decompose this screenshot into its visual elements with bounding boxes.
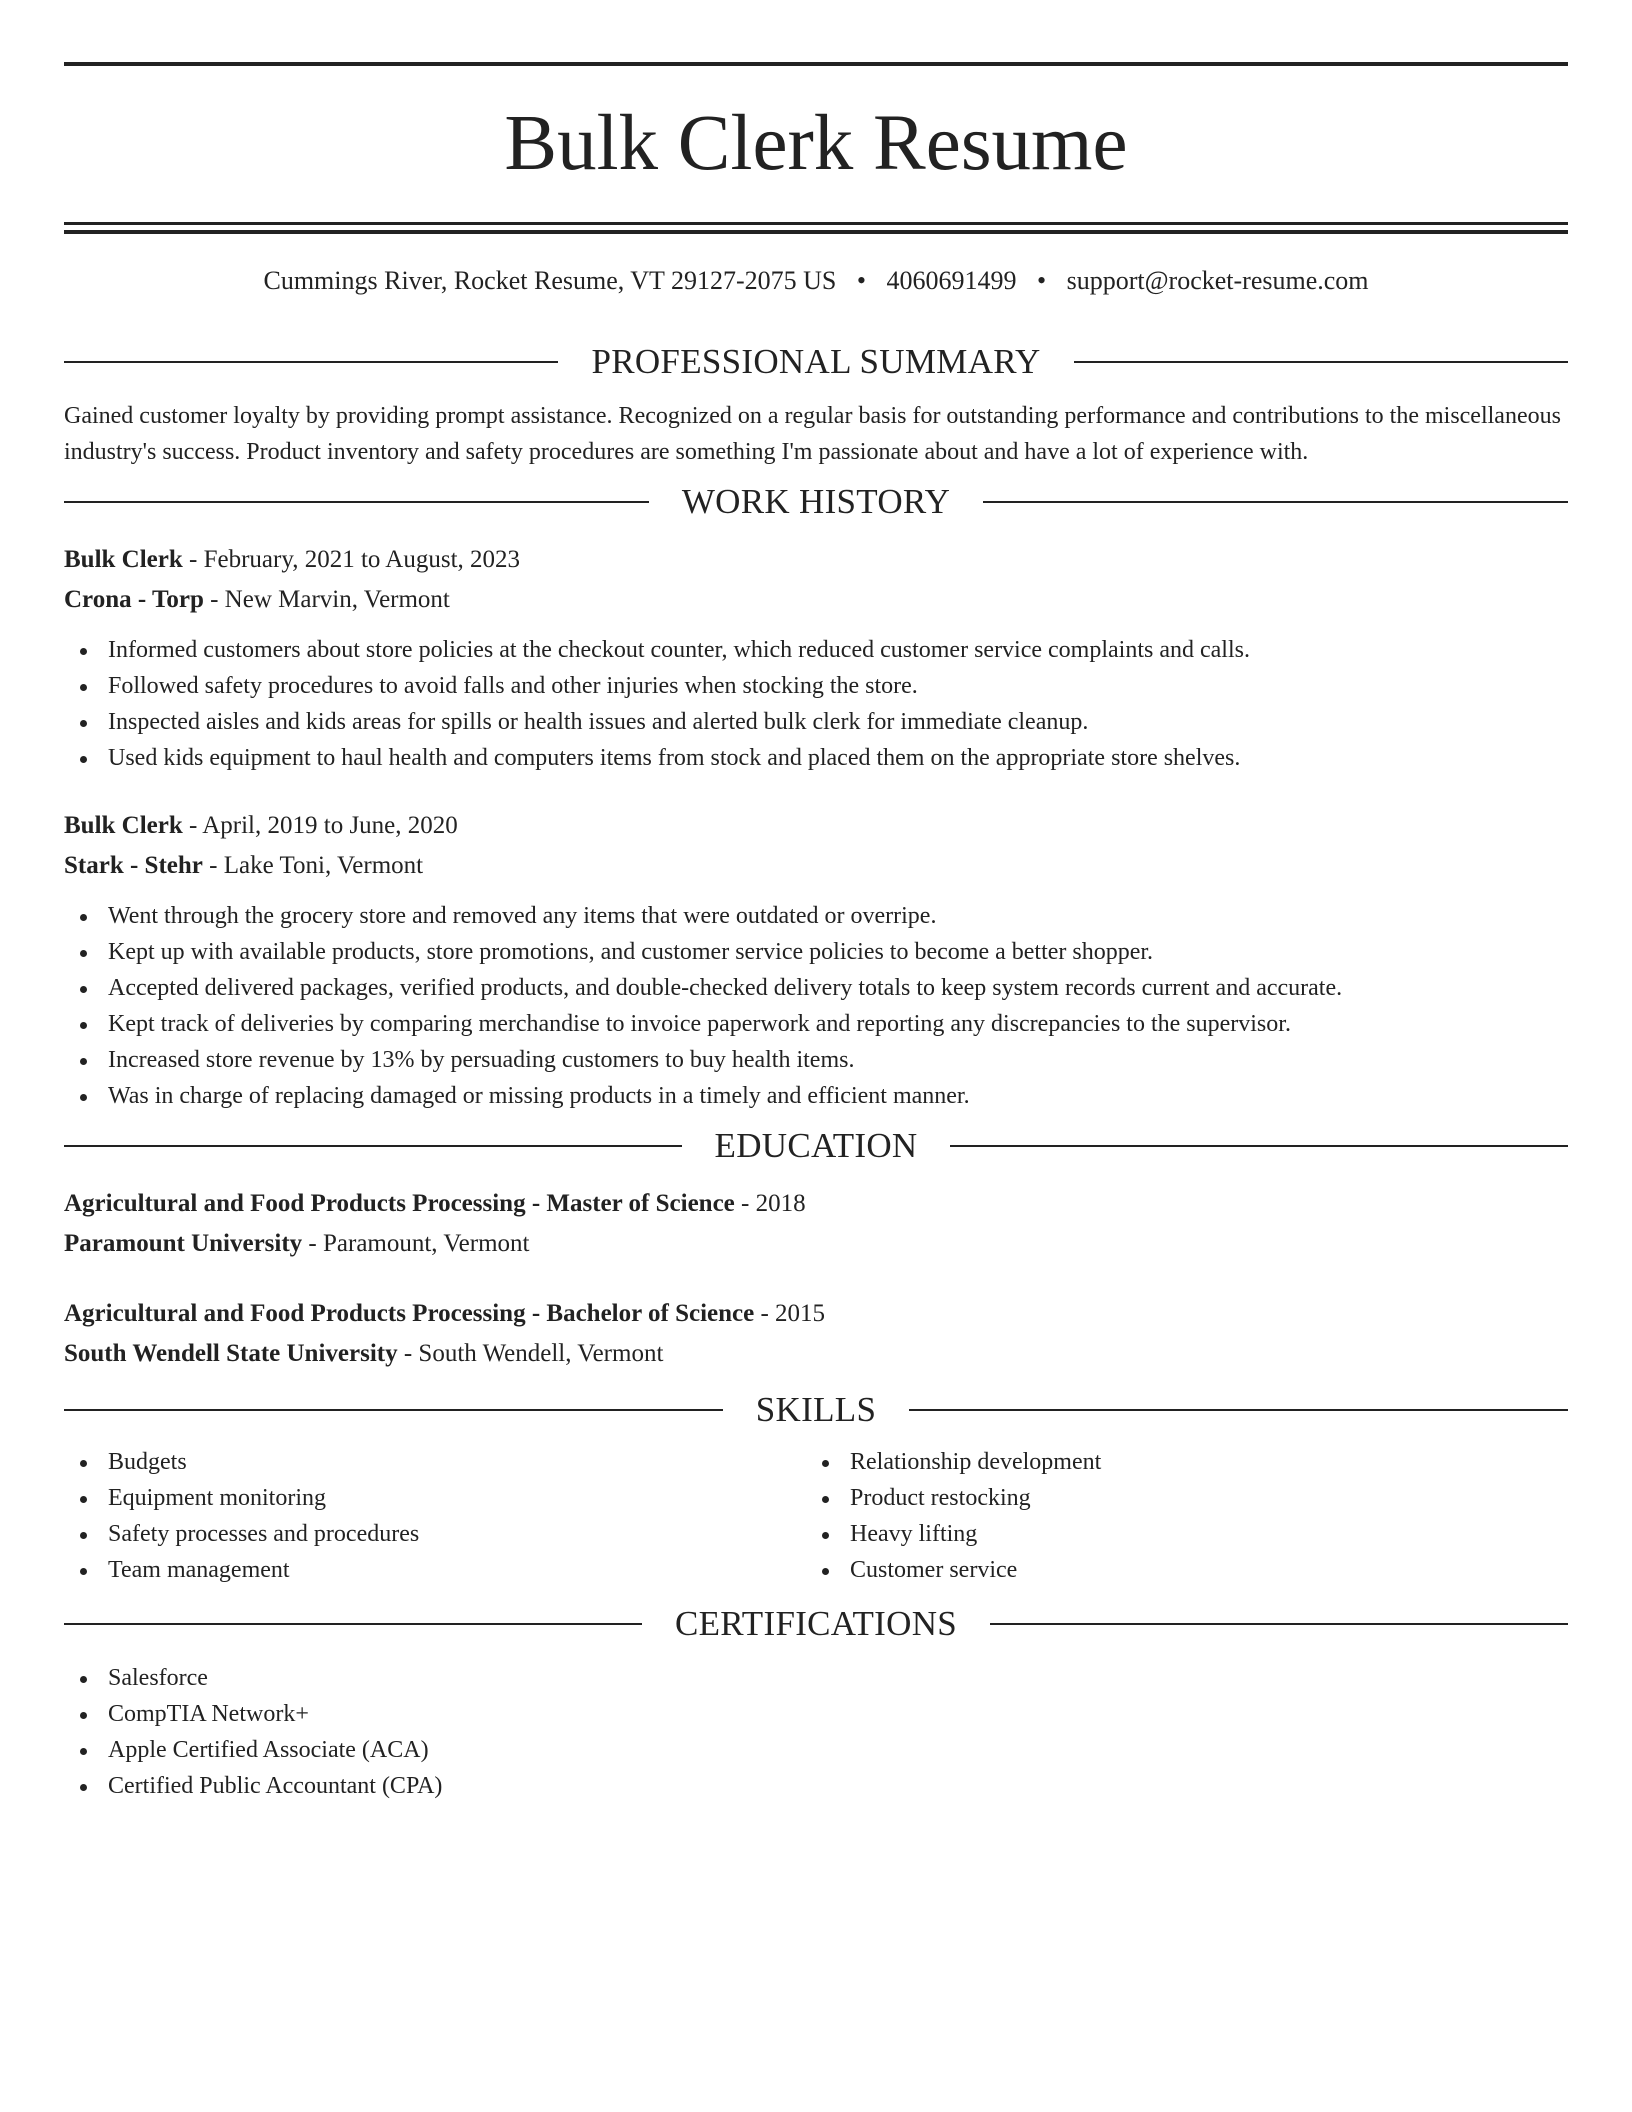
- contact-email: support@rocket-resume.com: [1066, 266, 1369, 295]
- contact-phone: 4060691499: [886, 266, 1017, 295]
- job-dates: - February, 2021 to August, 2023: [182, 546, 521, 573]
- section-title: EDUCATION: [714, 1126, 918, 1165]
- job-title: Bulk Clerk: [64, 546, 183, 573]
- list-item: Equipment monitoring: [64, 1480, 806, 1516]
- list-item: Customer service: [806, 1552, 1548, 1588]
- education-location: - Paramount, Vermont: [302, 1230, 530, 1257]
- section-heading-skills: [64, 1388, 1568, 1432]
- education-school: South Wendell State University: [64, 1340, 398, 1367]
- list-item: Safety processes and procedures: [64, 1516, 806, 1552]
- page-title: Bulk Clerk Resume: [504, 100, 1128, 187]
- list-item: Accepted delivered packages, verified products, and double-checked delivery totals to keep system records current and accurate.: [64, 970, 1568, 1006]
- job-dates: - April, 2019 to June, 2020: [182, 812, 458, 839]
- resume-page: [64, 62, 1568, 1804]
- education-year: - 2015: [754, 1300, 826, 1327]
- section-title: WORK HISTORY: [681, 482, 951, 521]
- contact-line: [64, 264, 1568, 298]
- heading-rule: [950, 1145, 1568, 1147]
- job-company-line: [64, 580, 1568, 620]
- section-title: CERTIFICATIONS: [674, 1604, 958, 1643]
- list-item: Kept up with available products, store promotions, and customer service policies to become a better shopper.: [64, 934, 1568, 970]
- job-company-line: [64, 846, 1568, 886]
- education-degree: Agricultural and Food Products Processing - Bachelor of Science: [64, 1300, 755, 1327]
- contact-address: Cummings River, Rocket Resume, VT 29127-2075 US: [263, 266, 837, 295]
- header-top-rule: [64, 62, 1568, 66]
- summary-text: Gained customer loyalty by providing prompt assistance. Recognized on a regular basis for outstanding performance and contributions to the miscellaneous industry's success. Product inventory and safety procedures are something I'm passionate about and have a lot of experience with.: [64, 403, 1561, 465]
- education-degree-line: [64, 1294, 1568, 1334]
- heading-rule: [64, 1409, 723, 1411]
- job-location: - New Marvin, Vermont: [203, 586, 450, 613]
- heading-rule: [990, 1623, 1568, 1625]
- education-degree: Agricultural and Food Products Processing - Master of Science: [64, 1190, 735, 1217]
- list-item: Heavy lifting: [806, 1516, 1548, 1552]
- job-location: - Lake Toni, Vermont: [202, 852, 424, 879]
- heading-rule: [1074, 361, 1568, 363]
- job-duties-list: [64, 898, 1568, 1114]
- job-company: Stark - Stehr: [64, 852, 203, 879]
- education-entry: [64, 1294, 1568, 1374]
- section-heading-work-history: [64, 480, 1568, 524]
- section-title: SKILLS: [755, 1390, 877, 1429]
- list-item: Inspected aisles and kids areas for spills or health issues and alerted bulk clerk for immediate cleanup.: [64, 704, 1568, 740]
- contact-separator: •: [856, 266, 866, 295]
- skills-list-left: [64, 1444, 806, 1588]
- job-title-line: [64, 806, 1568, 846]
- education-degree-line: [64, 1184, 1568, 1224]
- certifications-list: [64, 1660, 1568, 1804]
- education-school-line: [64, 1334, 1568, 1374]
- skills-list-right: [806, 1444, 1548, 1588]
- list-item: Certified Public Accountant (CPA): [64, 1768, 1568, 1804]
- section-heading-summary: [64, 340, 1568, 384]
- education-year: - 2018: [734, 1190, 806, 1217]
- list-item: Salesforce: [64, 1660, 1568, 1696]
- section-title: PROFESSIONAL SUMMARY: [591, 342, 1041, 381]
- heading-rule: [64, 1145, 682, 1147]
- list-item: Went through the grocery store and removed any items that were outdated or overripe.: [64, 898, 1568, 934]
- list-item: Informed customers about store policies at the checkout counter, which reduced customer service complaints and calls.: [64, 632, 1568, 668]
- list-item: Relationship development: [806, 1444, 1548, 1480]
- job-entry: [64, 540, 1568, 776]
- education-entry: [64, 1184, 1568, 1264]
- list-item: Apple Certified Associate (ACA): [64, 1732, 1568, 1768]
- heading-rule: [909, 1409, 1568, 1411]
- heading-rule: [983, 501, 1568, 503]
- list-item: CompTIA Network+: [64, 1696, 1568, 1732]
- list-item: Followed safety procedures to avoid falls and other injuries when stocking the store.: [64, 668, 1568, 704]
- contact-separator: •: [1036, 266, 1047, 295]
- job-entry: [64, 806, 1568, 1114]
- list-item: Product restocking: [806, 1480, 1548, 1516]
- list-item: Increased store revenue by 13% by persuading customers to buy health items.: [64, 1042, 1568, 1078]
- list-item: Used kids equipment to haul health and computers items from stock and placed them on the appropriate store shelves.: [64, 740, 1568, 776]
- job-company: Crona - Torp: [64, 586, 204, 613]
- section-heading-certifications: [64, 1602, 1568, 1646]
- job-title: Bulk Clerk: [64, 812, 183, 839]
- education-school: Paramount University: [64, 1230, 303, 1257]
- job-duties-list: [64, 632, 1568, 776]
- education-location: - South Wendell, Vermont: [397, 1340, 664, 1367]
- list-item: Team management: [64, 1552, 806, 1588]
- header-double-rule: [64, 222, 1568, 234]
- list-item: Was in charge of replacing damaged or missing products in a timely and efficient manner.: [64, 1078, 1568, 1114]
- skills-grid: [64, 1444, 1568, 1588]
- section-heading-education: [64, 1124, 1568, 1168]
- heading-rule: [64, 361, 558, 363]
- list-item: Kept track of deliveries by comparing merchandise to invoice paperwork and reporting any discrepancies to the supervisor.: [64, 1006, 1568, 1042]
- heading-rule: [64, 501, 649, 503]
- heading-rule: [64, 1623, 642, 1625]
- job-title-line: [64, 540, 1568, 580]
- education-school-line: [64, 1224, 1568, 1264]
- list-item: Budgets: [64, 1444, 806, 1480]
